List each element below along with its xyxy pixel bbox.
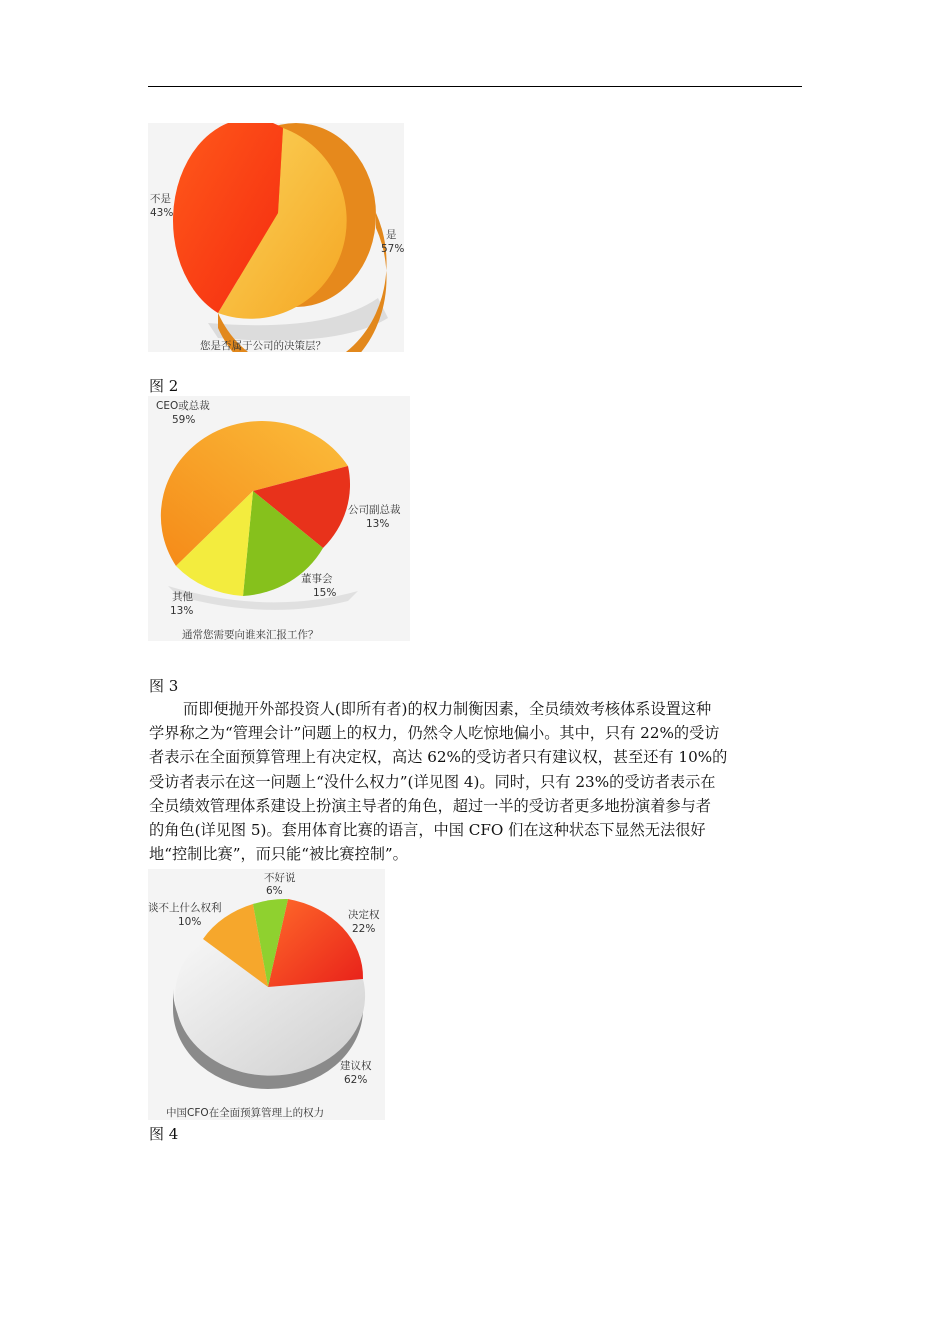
slice-value: 57% [381, 243, 404, 255]
slice-value: 15% [313, 587, 337, 599]
chart-title: 中国CFO在全面预算管理上的权力 [166, 1107, 325, 1119]
paragraph-line: 学界称之为“管理会计”问题上的权力，仍然令人吃惊地偏小。其中，只有 22%的受访 [149, 724, 720, 743]
slice-label: 董事会 [301, 573, 333, 585]
slice-label: 建议权 [340, 1060, 372, 1072]
slice-value: 10% [178, 916, 202, 928]
figure-2-caption: 图 2 [149, 377, 179, 395]
slice-value: 22% [352, 923, 376, 935]
slice-label: 不好说 [264, 872, 296, 884]
slice-label: 不是 [150, 193, 171, 205]
figure-4-chart [148, 869, 385, 1120]
figure-3-chart [148, 396, 410, 641]
paragraph-line: 者表示在全面预算管理上有决定权，高达 62%的受访者只有建议权，甚至还有 10%的 [149, 748, 728, 767]
paragraph-line: 地“控制比赛”，而只能“被比赛控制”。 [149, 845, 408, 864]
paragraph-line: 受访者表示在这一问题上“没什么权力”(详见图 4)。同时，只有 23%的受访者表示在 [149, 772, 716, 791]
figure-2-chart [148, 123, 404, 352]
chart-title: 通常您需要向谁来汇报工作？ [182, 629, 319, 641]
slice-label: 是 [386, 229, 397, 241]
paragraph-line: 而即便抛开外部投资人(即所有者)的权力制衡因素，全员绩效考核体系设置这种 [183, 700, 712, 718]
header-rule [148, 86, 802, 87]
paragraph-line: 的角色(详见图 5)。套用体育比赛的语言，中国 CFO 们在这种状态下显然无法很好 [149, 821, 706, 840]
slice-value: 43% [150, 207, 174, 219]
paragraph-line: 全员绩效管理体系建设上扮演主导者的角色，超过一半的受访者更多地扮演着参与者 [149, 796, 711, 815]
figure-3-caption: 图 3 [149, 677, 179, 695]
slice-value: 6% [266, 885, 283, 897]
slice-label: 其他 [172, 591, 193, 603]
chart-title: 您是否属于公司的决策层？ [200, 340, 326, 352]
slice-label: 公司副总裁 [348, 504, 401, 516]
figure-4-caption: 图 4 [149, 1125, 179, 1143]
slice-label: 决定权 [348, 909, 380, 921]
slice-value: 13% [170, 605, 194, 617]
slice-value: 13% [366, 518, 390, 530]
slice-value: 59% [172, 414, 196, 426]
slice-label: CEO或总裁 [156, 400, 210, 412]
slice-label: 谈不上什么权利 [148, 902, 222, 914]
body-paragraph [149, 697, 809, 866]
slice-value: 62% [344, 1074, 368, 1086]
